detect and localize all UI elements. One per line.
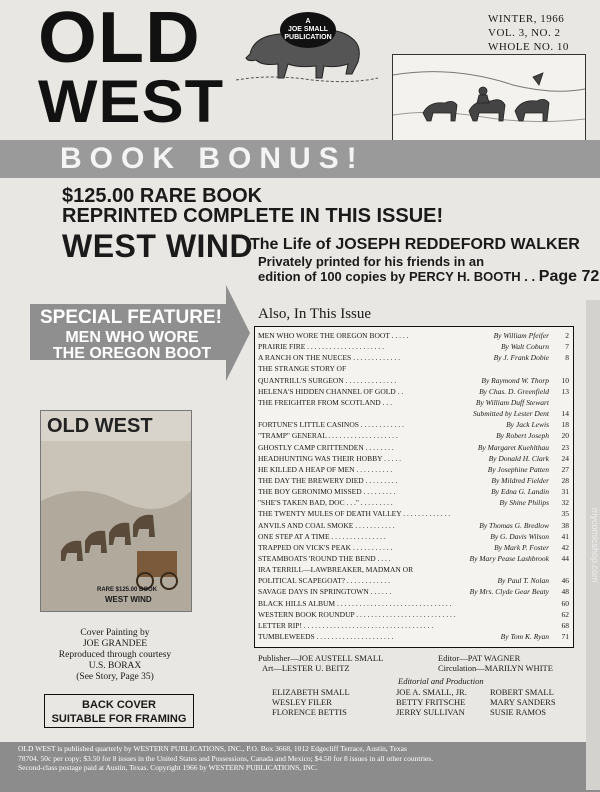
special-feature-line1: MEN WHO WORE <box>65 329 199 346</box>
toc-row <box>258 331 569 341</box>
toc-article-author: By Mary Pease Lashbrook <box>469 554 549 563</box>
back-cover-line2: SUITABLE FOR FRAMING <box>51 713 187 725</box>
toc-page-number: 7 <box>565 342 569 352</box>
toc-article-title: SAVAGE DAYS IN SPRINGTOWN . . . . . . <box>258 587 392 597</box>
toc-page-number: 32 <box>561 498 569 508</box>
publisher-credit: Publisher—JOE AUSTELL SMALL <box>258 653 384 663</box>
special-feature-arrow <box>226 285 250 381</box>
toc-article-title: THE BOY GERONIMO MISSED . . . . . . . . . <box>258 487 396 497</box>
back-cover-note <box>44 694 194 728</box>
toc-article-author: By Raymond W. Thorp <box>481 375 549 385</box>
book-subtitle: The Life of JOSEPH REDDEFORD WALKER <box>250 236 580 253</box>
toc-row <box>258 465 569 475</box>
table-of-contents <box>254 326 574 648</box>
staff-name: JOE A. SMALL, JR. <box>396 687 467 697</box>
toc-row <box>258 476 569 486</box>
toc-article-title: THE STRANGE STORY OF <box>258 364 347 374</box>
toc-article-author: By Walt Coburn <box>500 342 549 352</box>
footer-line2: 78704. 50c per copy; $3.50 for 8 issues in the United States and Possessions, Canada and Mexico; $4.50 for 8 issues in all other countries. <box>18 753 434 763</box>
toc-row <box>258 364 569 374</box>
staff-name: ROBERT SMALL <box>490 687 554 697</box>
toc-article-author: By Mrs. Clyde Gear Beaty <box>469 587 549 597</box>
toc-article-author: By J. Frank Dobie <box>493 353 549 363</box>
staff-name: FLORENCE BETTIS <box>272 707 347 717</box>
toc-page-number: 48 <box>561 587 569 597</box>
toc-article-title: TRAPPED ON VICK'S PEAK . . . . . . . . . . . <box>258 542 393 552</box>
toc-article-title: ONE STEP AT A TIME . . . . . . . . . . . . . . . <box>258 531 386 541</box>
footer-line1: OLD WEST is published quarterly by WESTERN PUBLICATIONS, INC., P.O. Box 3668, 1012 Edgecliff Terrace, Austin, Texas <box>18 744 407 753</box>
badge-line2: JOE SMALL <box>287 26 329 33</box>
toc-article-title: ANVILS AND COAL SMOKE . . . . . . . . . . . <box>258 520 395 530</box>
toc-page-number: 13 <box>561 386 569 396</box>
issue-volume: VOL. 3, NO. 2 <box>488 27 561 39</box>
pack-train-illustration <box>392 54 586 146</box>
toc-article-title: IRA TERRILL—LAWBREAKER, MADMAN OR <box>258 565 414 575</box>
toc-article-title: WESTERN BOOK ROUNDUP . . . . . . . . . . . . . . . . . . . . . . . . . . . <box>258 609 456 619</box>
thumb-subtitle: RARE $125.00 BOOK <box>97 587 158 593</box>
toc-page-number: 62 <box>561 609 569 619</box>
toc-article-title: HE KILLED A HEAP OF MEN . . . . . . . . . . <box>258 464 393 474</box>
toc-row <box>258 431 569 441</box>
cover-thumbnail <box>40 410 192 612</box>
toc-page-number: 20 <box>561 431 569 441</box>
masthead-title-west: WEST <box>38 68 225 135</box>
toc-article-title: THE FREIGHTER FROM SCOTLAND . . . <box>258 397 392 407</box>
toc-article-title: THE TWENTY MULES OF DEATH VALLEY . . . . . . . . . . . . . <box>258 509 451 519</box>
issue-whole: WHOLE NO. 10 <box>488 41 569 53</box>
toc-page-number: 10 <box>561 375 569 385</box>
publisher-badge <box>280 12 336 48</box>
staff-name: SUSIE RAMOS <box>490 707 546 717</box>
toc-article-title: THE DAY THE BREWERY DIED . . . . . . . . . <box>258 475 398 485</box>
staff-name: MARY SANDERS <box>490 697 556 707</box>
caption-line3: Reproduced through courtesy <box>58 650 172 660</box>
toc-article-title: STEAMBOATS 'ROUND THE BEND . . . . <box>258 554 391 563</box>
toc-page-number: 31 <box>561 487 569 497</box>
toc-article-title: "TRAMP" GENERAL . . . . . . . . . . . . . . . . . . . <box>258 431 398 441</box>
toc-row <box>258 353 569 363</box>
toc-article-author: By William Duff Stewart <box>475 397 549 407</box>
toc-row <box>258 610 569 620</box>
toc-row <box>258 532 569 542</box>
thumb-title: OLD WEST <box>47 415 153 437</box>
toc-page-number: 60 <box>561 598 569 608</box>
publication-footer <box>18 744 598 773</box>
staff-name: ELIZABETH SMALL <box>272 687 350 697</box>
cover-painting-illustration <box>41 441 191 611</box>
footer-line3: Second-class postage paid at Austin, Texas. Copyright 1966 by WESTERN PUBLICATIONS, INC. <box>18 763 318 772</box>
toc-row <box>258 587 569 597</box>
toc-row <box>258 521 569 531</box>
staff-name: BETTY FRITSCHE <box>396 697 466 707</box>
toc-article-author: By Edna G. Landin <box>491 487 549 497</box>
toc-row <box>258 543 569 553</box>
back-cover-line1: BACK COVER <box>82 699 156 711</box>
toc-article-author: Submitted by Lester Dent <box>472 409 549 419</box>
toc-row <box>258 398 569 408</box>
toc-row <box>258 632 569 642</box>
staff-name: JERRY SULLIVAN <box>396 707 465 717</box>
book-page-ref: Page 72 <box>538 268 600 285</box>
toc-page-number: 46 <box>561 576 569 586</box>
staff-publisher <box>258 653 383 663</box>
toc-page-number: 8 <box>565 353 569 363</box>
reprint-headline: REPRINTED COMPLETE IN THIS ISSUE! <box>62 205 444 227</box>
toc-article-author: By G. Davis Wilson <box>490 531 549 541</box>
caption-line1: Cover Painting by <box>80 628 150 638</box>
rare-book-price: $125.00 RARE BOOK <box>62 185 263 207</box>
toc-article-author: By Josephine Patten <box>487 464 549 474</box>
toc-heading: Also, In This Issue <box>258 306 372 322</box>
toc-page-number: 42 <box>561 542 569 552</box>
toc-page-number: 28 <box>561 475 569 485</box>
book-edition-text: edition of 100 copies by PERCY H. BOOTH . . <box>258 269 536 284</box>
toc-article-title: POLITICAL SCAPEGOAT? . . . . . . . . . . . . <box>258 576 391 586</box>
book-description-line3 <box>258 269 599 284</box>
toc-row <box>258 387 569 397</box>
toc-article-author: By William Pfeifer <box>493 331 549 340</box>
caption-line2: JOE GRANDEE <box>82 639 148 649</box>
toc-page-number: 71 <box>561 632 569 642</box>
issue-season: WINTER, 1966 <box>488 13 565 25</box>
toc-row <box>258 498 569 508</box>
toc-page-number: 23 <box>561 442 569 452</box>
toc-article-author: By Paul T. Nolan <box>497 576 549 586</box>
toc-row <box>258 443 569 453</box>
toc-row <box>258 576 569 586</box>
toc-article-title: QUANTRILL'S SURGEON . . . . . . . . . . . . . . <box>258 375 397 385</box>
toc-article-author: By Jack Lewis <box>506 420 549 430</box>
staff-name: WESLEY FILER <box>272 697 332 707</box>
special-feature-line2: THE OREGON BOOT <box>52 345 212 362</box>
toc-row <box>258 554 569 564</box>
toc-page-number: 24 <box>561 453 569 463</box>
toc-row <box>258 509 569 519</box>
toc-article-author: By Shine Philips <box>499 498 549 508</box>
toc-row <box>258 376 569 386</box>
toc-page-number: 35 <box>561 509 569 519</box>
toc-row <box>258 621 569 631</box>
toc-row <box>258 599 569 609</box>
toc-article-title: "SHE'S TAKEN BAD, DOC . . ." . . . . . . . . . <box>258 498 393 508</box>
toc-row <box>258 409 569 419</box>
book-bonus-banner: BOOK BONUS! <box>60 142 365 175</box>
toc-article-author: By Tom K. Ryan <box>500 632 549 642</box>
badge-line3: PUBLICATION <box>284 34 332 41</box>
toc-article-title: GHOSTLY CAMP CRITTENDEN . . . . . . . . <box>258 442 394 452</box>
toc-page-number: 18 <box>561 420 569 430</box>
toc-article-title: TUMBLEWEEDS . . . . . . . . . . . . . . . . . . . . . <box>258 632 394 642</box>
staff-col1 <box>272 687 350 717</box>
staff-col2 <box>396 687 467 717</box>
staff-editor: Editor—PAT WAGNER <box>438 653 521 663</box>
staff-ep-heading: Editorial and Production <box>398 676 484 686</box>
toc-page-number: 38 <box>561 520 569 530</box>
toc-page-number: 41 <box>561 531 569 541</box>
toc-article-title: HELENA'S HIDDEN CHANNEL OF GOLD . . <box>258 386 404 396</box>
toc-article-title: HEADHUNTING WAS THEIR HOBBY . . . . . <box>258 453 401 463</box>
toc-article-author: By Margaret Kuehlthau <box>477 442 549 452</box>
thumb-book: WEST WIND <box>105 595 152 604</box>
toc-article-author: By Mark P. Foster <box>494 542 549 552</box>
book-title: WEST WIND <box>62 228 254 264</box>
toc-page-number: 44 <box>561 554 569 563</box>
toc-page-number: 14 <box>561 409 569 419</box>
masthead-title-old: OLD <box>38 0 201 78</box>
toc-page-number: 27 <box>561 464 569 474</box>
toc-article-author: By Thomas G. Bredlow <box>479 520 549 530</box>
staff-circulation: Circulation—MARILYN WHITE <box>438 663 553 673</box>
toc-page-number: 2 <box>565 331 569 340</box>
issue-info <box>488 12 569 54</box>
special-feature-label: SPECIAL FEATURE! <box>40 307 222 328</box>
toc-article-title: MEN WHO WORE THE OREGON BOOT . . . . . <box>258 331 409 340</box>
toc-article-author: By Donald H. Clark <box>488 453 549 463</box>
toc-row <box>258 454 569 464</box>
toc-article-title: A RANCH ON THE NUECES . . . . . . . . . . . . . <box>258 353 400 363</box>
staff-col3 <box>490 687 556 717</box>
toc-article-author: By Mildred Fielder <box>491 475 549 485</box>
cover-caption <box>40 628 190 683</box>
toc-row <box>258 487 569 497</box>
toc-article-author: By Chas. D. Greenfield <box>479 386 549 396</box>
staff-art: Art—LESTER U. BEITZ <box>262 663 350 673</box>
toc-row <box>258 565 569 575</box>
toc-row <box>258 342 569 352</box>
book-description-line2: Privately printed for his friends in an <box>258 254 485 269</box>
toc-row <box>258 420 569 430</box>
toc-page-number: 68 <box>561 620 569 630</box>
toc-article-author: By Robert Joseph <box>496 431 549 441</box>
toc-article-title: PRAIRIE FIRE . . . . . . . . . . . . . . . . . . . . . <box>258 342 385 352</box>
toc-article-title: LETTER RIP! . . . . . . . . . . . . . . . . . . . . . . . . . . . . . . . . . . . <box>258 620 434 630</box>
caption-line5: (See Story, Page 35) <box>76 672 154 682</box>
watermark: mycomicshop.com <box>586 300 600 790</box>
toc-article-title: FORTUNE'S LITTLE CASINOS . . . . . . . . . . . . <box>258 420 404 430</box>
badge-line1: A <box>305 18 311 25</box>
caption-line4: U.S. BORAX <box>88 661 142 671</box>
toc-article-title: BLACK HILLS ALBUM . . . . . . . . . . . . . . . . . . . . . . . . . . . . . . . <box>258 598 452 608</box>
